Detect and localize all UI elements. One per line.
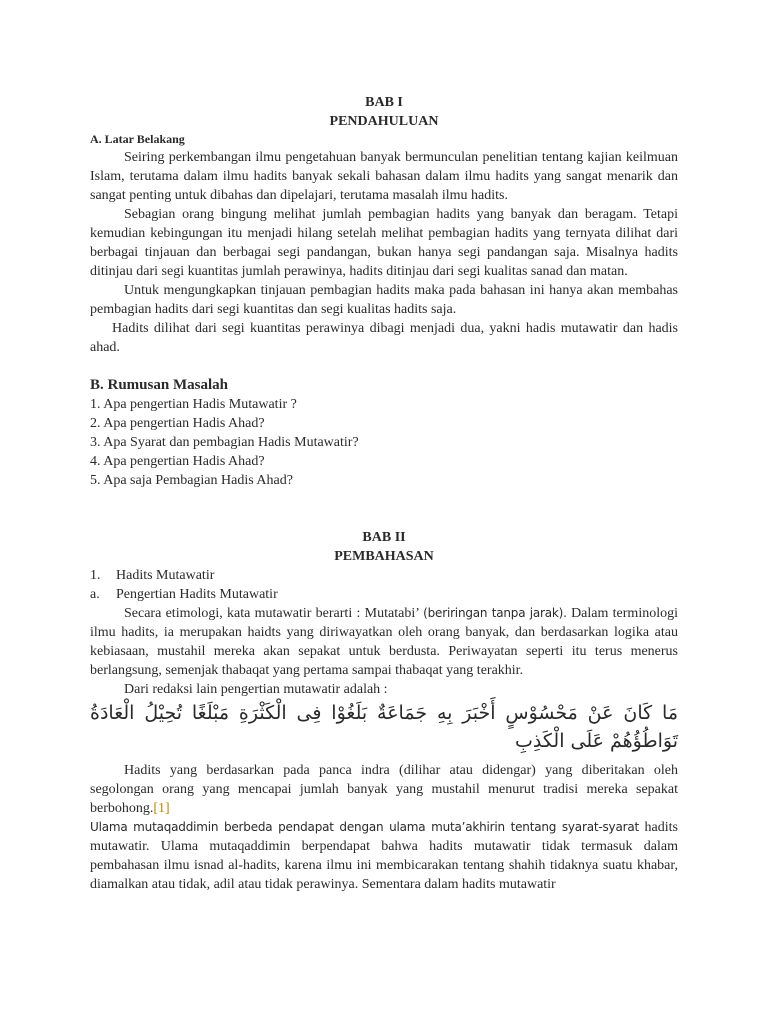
rumusan-list <box>90 395 678 490</box>
bab2-title: BAB II <box>362 530 406 545</box>
mutawatir-paragraph-3 <box>90 761 678 818</box>
list-item: 3. Apa Syarat dan pembagian Hadis Mutawatir? <box>90 435 359 450</box>
mutawatir-paragraph-2: Dari redaksi lain pengertian mutawatir adalah : <box>124 682 388 697</box>
list-item: 5. Apa saja Pembagian Hadis Ahad? <box>90 473 293 488</box>
section-number: 1. <box>90 568 101 583</box>
section-label: Hadits Mutawatir <box>116 568 215 583</box>
text-span: hadits mutawatir. Ulama mutaqaddimin berpendapat bahwa hadits mutawatir tidak termasuk dalam pembahasan ilmu isnad al-hadits, karena ilmu ini membicarakan tentang shahih tidaknya suatu khabar, diamalkan atau tidak, adil atau tidak perawinya. Sementara dalam hadits mutawatir <box>90 820 678 892</box>
section-label: Pengertian Hadits Mutawatir <box>116 587 278 602</box>
text-span: (beriringan tanpa jarak). <box>423 606 567 620</box>
bab1-title: BAB I <box>365 95 403 110</box>
list-item: 1. Apa pengertian Hadis Mutawatir ? <box>90 397 297 412</box>
arabic-definition: مَا كَانَ عَنْ مَحْسُوْسٍ أَخْبَرَ بِهِ جَمَاعَةٌ بَلَغُوْا فِى الْكَثْرَةِ مَبْلَغًا تُحِيْلُ الْعَادَةُ تَوَاطُؤُهُمْ عَلَى الْكَذِبِ <box>90 702 678 752</box>
footnote-link[interactable]: [1] <box>153 801 170 816</box>
text-span: Ulama mutaqaddimin berbeda pendapat dengan ulama muta’akhirin tentang syarat-syarat <box>90 820 639 834</box>
mutawatir-paragraph-4 <box>90 818 678 894</box>
section-heading-1 <box>90 566 678 585</box>
latar-paragraph-1: Seiring perkembangan ilmu pengetahuan banyak bermunculan penelitian tentang kajian keilmuan Islam, terutama dalam ilmu hadits banyak sekali bahasan dalam ilmu hadits yang sangat menarik dan sangat penting untuk dibahas dan dipelajari, terutama masalah ilmu hadits. <box>90 150 678 203</box>
bab1-subtitle: PENDAHULUAN <box>329 114 439 129</box>
text-span: Dalam terminologi ilmu hadits, ia merupakan haidts yang diriwayatkan oleh orang banyak, dan berdasarkan logika atau kebiasaan, mustahil mereka akan sepakat untuk berdusta. Periwayatan seperti itu terus menerus berlangsung, semenjak thabaqat yang pertama sampai thabaqat yang terakhir. <box>90 606 678 678</box>
list-item: 4. Apa pengertian Hadis Ahad? <box>90 454 265 469</box>
mutawatir-paragraph-1 <box>90 604 678 680</box>
text-span: Secara etimologi, kata mutawatir berarti : Mutatabi’ <box>124 606 424 621</box>
latar-heading: A. Latar Belakang <box>90 132 185 146</box>
latar-paragraph-4: Hadits dilihat dari segi kuantitas perawinya dibagi menjadi dua, yakni hadis mutawatir dan hadis ahad. <box>90 321 678 355</box>
list-item: 2. Apa pengertian Hadis Ahad? <box>90 416 265 431</box>
document-page <box>90 93 678 894</box>
section-heading-a <box>90 585 678 604</box>
latar-paragraph-2: Sebagian orang bingung melihat jumlah pembagian hadits yang banyak dan beragam. Tetapi kemudian kebingungan itu menjadi hilang setelah melihat pembagian hadits yang ternyata dilihat dari berbagai tinjauan dan berbagai segi pandangan, bukan hanya segi pandangan saja. Misalnya hadits ditinjau dari segi kuantitas jumlah perawinya, hadits ditinjau dari segi kualitas sanad dan matan. <box>90 207 678 279</box>
text-span: Hadits yang berdasarkan pada panca indra (dilihar atau didengar) yang diberitakan oleh segolongan orang yang mencapai jumlah banyak yang mustahil menurut tradisi mereka sepakat berbohong. <box>90 763 678 816</box>
latar-paragraph-3: Untuk mengungkapkan tinjauan pembagian hadits maka pada bahasan ini hanya akan membahas pembagian hadits dari segi kuantitas dan segi kualitas hadits saja. <box>90 283 678 317</box>
section-number: a. <box>90 587 100 602</box>
rumusan-heading: B. Rumusan Masalah <box>90 377 228 393</box>
bab2-subtitle: PEMBAHASAN <box>334 549 434 564</box>
